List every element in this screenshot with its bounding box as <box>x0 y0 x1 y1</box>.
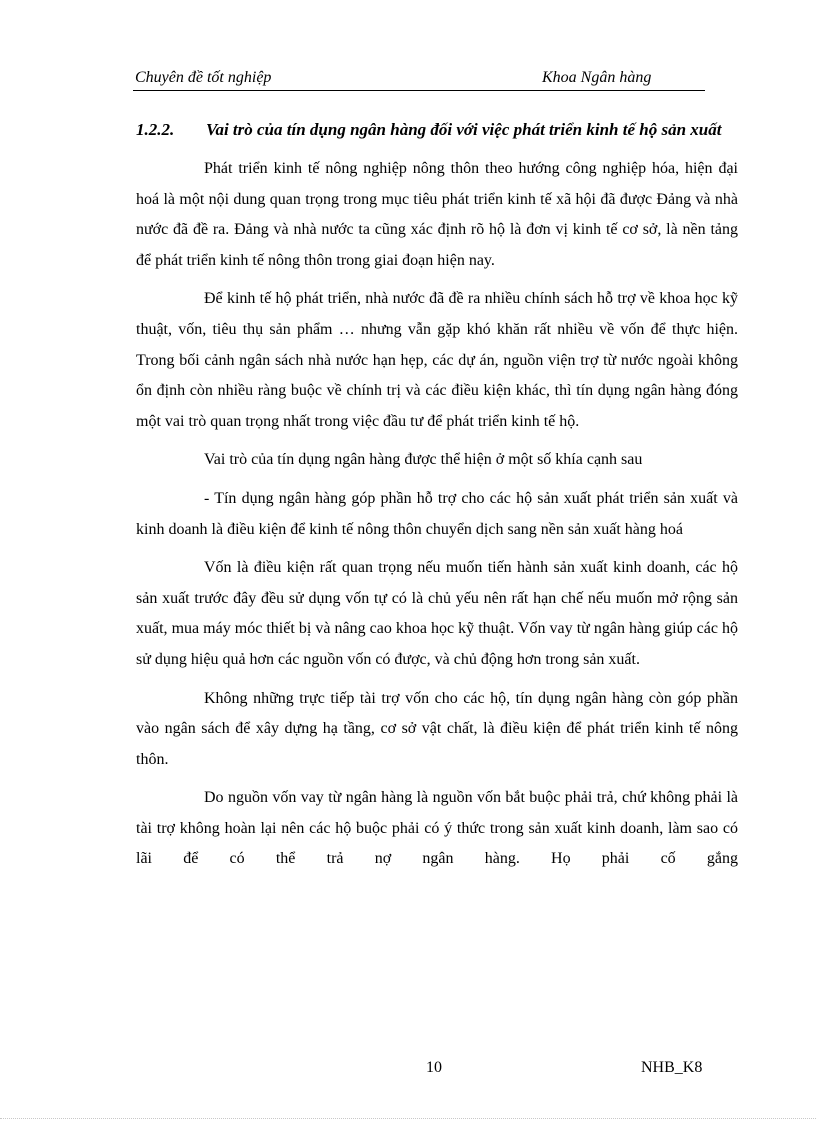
page-bottom-divider <box>0 1118 816 1119</box>
section-heading <box>136 114 738 145</box>
header-right-text: Khoa Ngân hàng <box>542 69 652 86</box>
paragraph-3: Vai trò của tín dụng ngân hàng được thể hiện ở một số khía cạnh sau <box>204 451 643 469</box>
section-title: Vai trò của tín dụng ngân hàng đối với việc phát triển kinh tế hộ sản xuất <box>206 120 722 139</box>
section-number: 1.2.2. <box>136 120 175 139</box>
paragraph-5: Vốn là điều kiện rất quan trọng nếu muốn tiến hành sản xuất kinh doanh, các hộ sản xuất trước đây đều sử dụng vốn tự có là chủ yếu nên rất hạn chế nếu muốn mở rộng sản xuất, mua máy móc thiết bị và nâng cao khoa học kỹ thuật. Vốn vay từ ngân hàng giúp các hộ sử dụng hiệu quả hơn các nguồn vốn có được, và chủ động hơn trong sản xuất. <box>136 559 738 668</box>
paragraph-7: Do nguồn vốn vay từ ngân hàng là nguồn vốn bắt buộc phải trả, chứ không phải là tài trợ không hoàn lại nên các hộ buộc phải có ý thức trong sản xuất kinh doanh, làm sao có lãi để có thể trả nợ ngân hàng. Họ phải cố gắng <box>136 789 738 868</box>
document-body <box>136 114 738 883</box>
header-left-text: Chuyên đề tốt nghiệp <box>135 69 272 86</box>
paragraph-1: Phát triển kinh tế nông nghiệp nông thôn theo hướng công nghiệp hóa, hiện đại hoá là một nội dung quan trọng trong mục tiêu phát triển kinh tế xã hội đã được Đảng và nhà nước đã đề ra. Đảng và nhà nước ta cũng xác định rõ hộ là đơn vị kinh tế cơ sở, là nền tảng để phát triển kinh tế nông thôn trong giai đoạn hiện nay. <box>136 160 738 269</box>
paragraph-6: Không những trực tiếp tài trợ vốn cho các hộ, tín dụng ngân hàng còn góp phần vào ngân sách để xây dựng hạ tầng, cơ sở vật chất, là điều kiện để phát triển kinh tế nông thôn. <box>136 689 738 768</box>
footer-code: NHB_K8 <box>641 1059 703 1076</box>
page-number: 10 <box>426 1059 442 1076</box>
page-header <box>133 68 705 91</box>
paragraph-4: - Tín dụng ngân hàng góp phần hỗ trợ cho các hộ sản xuất phát triển sản xuất và kinh doanh là điều kiện để kinh tế nông thôn chuyển dịch sang nền sản xuất hàng hoá <box>136 489 738 538</box>
paragraph-2: Để kinh tế hộ phát triển, nhà nước đã đề ra nhiều chính sách hỗ trợ về khoa học kỹ thuật, vốn, tiêu thụ sản phẩm … nhưng vẫn gặp khó khăn rất nhiều về vốn để thực hiện. Trong bối cảnh ngân sách nhà nước hạn hẹp, các dự án, nguồn viện trợ từ nước ngoài không ổn định còn nhiều ràng buộc về chính trị và các điều kiện khác, thì tín dụng ngân hàng đóng một vai trò quan trọng nhất trong việc đầu tư để phát triển kinh tế hộ. <box>136 290 738 430</box>
